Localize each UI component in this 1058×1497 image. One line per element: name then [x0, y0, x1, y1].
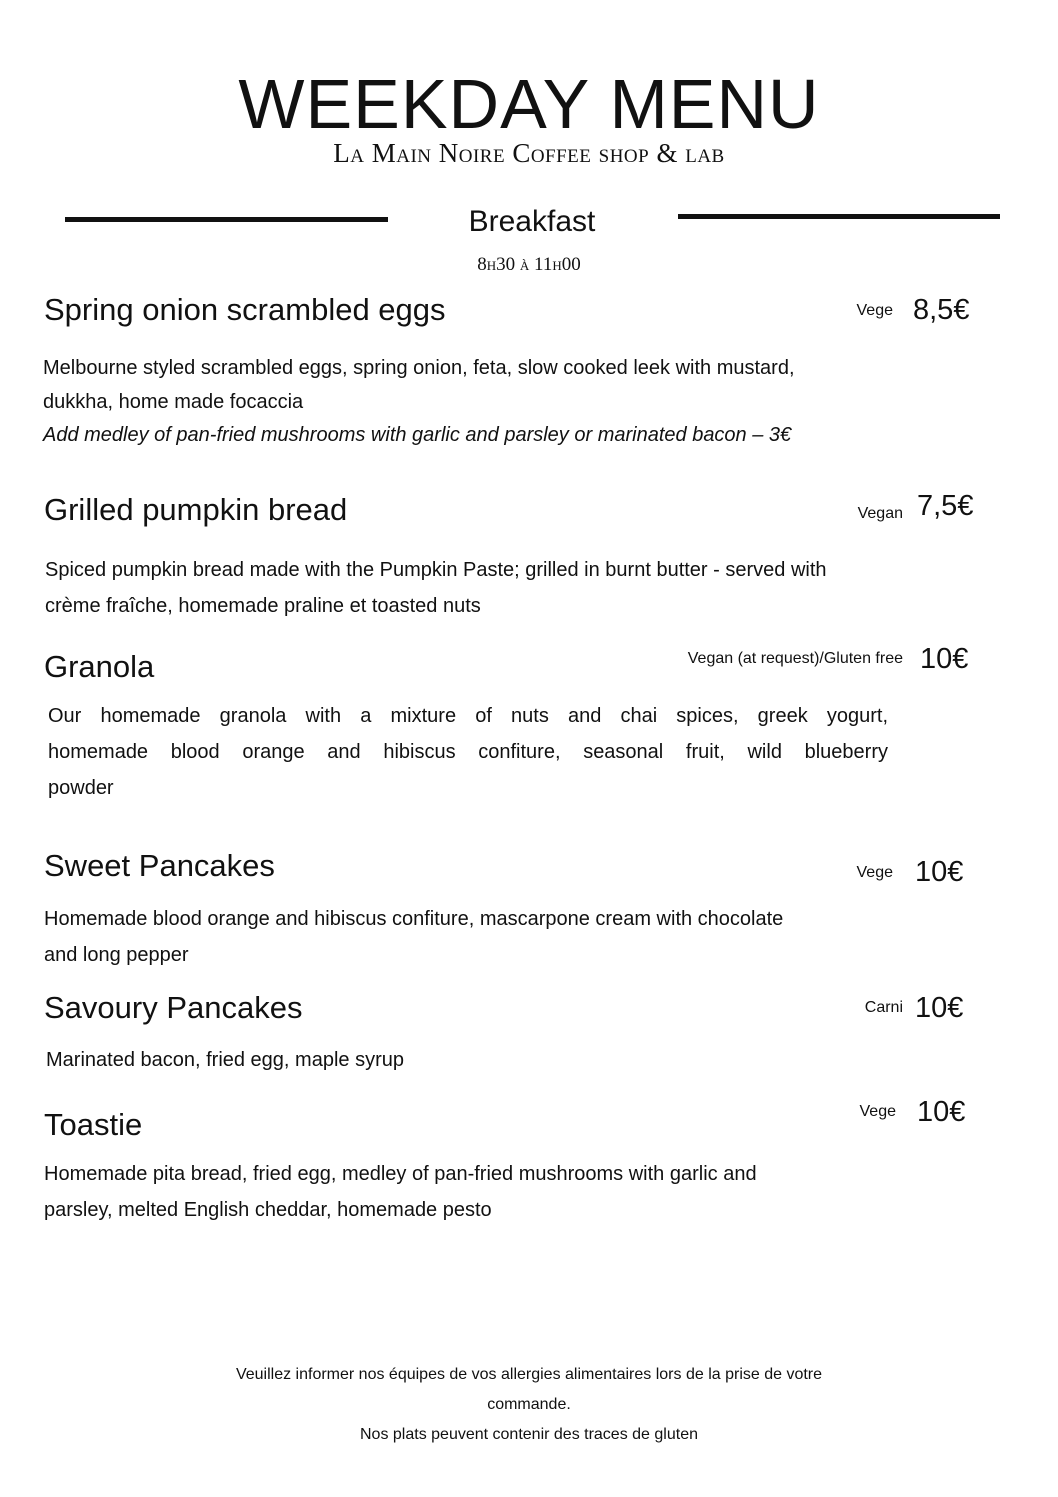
- item-price: 10€: [917, 1096, 966, 1128]
- item-price: 10€: [915, 992, 964, 1024]
- item-description: [44, 1156, 757, 1228]
- description-line: parsley, melted English cheddar, homemade pesto: [44, 1199, 492, 1221]
- allergy-notice-continued: commande.: [487, 1396, 571, 1413]
- description-line: and long pepper: [44, 944, 189, 966]
- description-line: Homemade blood orange and hibiscus confiture, mascarpone cream with chocolate: [44, 908, 784, 930]
- description-line: crème fraîche, homemade praline et toasted nuts: [45, 595, 481, 617]
- item-tag: Vegan (at request)/Gluten free: [687, 650, 903, 667]
- item-description: [46, 1042, 404, 1078]
- item-tag: Vege: [856, 864, 893, 881]
- description-line: Our homemade granola with a mixture of nuts and chai spices, greek yogurt,: [48, 705, 888, 727]
- description-line: powder: [48, 777, 114, 799]
- description-line: Melbourne styled scrambled eggs, spring onion, feta, slow cooked leek with mustard,: [43, 357, 795, 379]
- item-description: [44, 901, 783, 973]
- gluten-notice: Nos plats peuvent contenir des traces de gluten: [360, 1426, 698, 1443]
- item-name: Toastie: [44, 1107, 143, 1142]
- item-description: [45, 552, 827, 624]
- item-addon-note: Add medley of pan-fried mushrooms with garlic and parsley or marinated bacon – 3€: [43, 424, 792, 446]
- allergy-notice: Veuillez informer nos équipes de vos allergies alimentaires lors de la prise de votre: [235, 1366, 823, 1383]
- item-description: [48, 698, 888, 806]
- item-name: Spring onion scrambled eggs: [44, 292, 446, 327]
- item-tag: Vegan: [857, 505, 903, 522]
- item-price: 7,5€: [917, 490, 974, 522]
- item-tag: Vege: [859, 1103, 896, 1120]
- description-line: dukkha, home made focaccia: [43, 391, 304, 413]
- item-name: Sweet Pancakes: [44, 848, 275, 883]
- item-tag: Vege: [856, 302, 893, 319]
- description-line: Homemade pita bread, fried egg, medley of pan-fried mushrooms with garlic and: [44, 1163, 757, 1185]
- item-name: Grilled pumpkin bread: [44, 492, 348, 527]
- item-price: 10€: [920, 643, 969, 675]
- item-name: Savoury Pancakes: [44, 990, 303, 1025]
- item-tag: Carni: [864, 999, 903, 1016]
- item-description: [43, 351, 795, 419]
- divider-right: [678, 214, 1000, 219]
- description-line: Marinated bacon, fried egg, maple syrup: [46, 1049, 404, 1071]
- item-price: 8,5€: [913, 294, 970, 326]
- description-line: homemade blood orange and hibiscus confiture, seasonal fruit, wild blueberry: [48, 741, 888, 763]
- item-name: Granola: [44, 649, 155, 684]
- section-hours: 8h30 à 11h00: [477, 254, 581, 275]
- section-title: Breakfast: [468, 205, 596, 238]
- item-price: 10€: [915, 856, 964, 888]
- menu-subtitle: La Main Noire Coffee shop & lab: [333, 138, 725, 168]
- menu-title: WEEKDAY MENU: [238, 65, 820, 143]
- description-line: Spiced pumpkin bread made with the Pumpkin Paste; grilled in burnt butter - served with: [45, 559, 827, 581]
